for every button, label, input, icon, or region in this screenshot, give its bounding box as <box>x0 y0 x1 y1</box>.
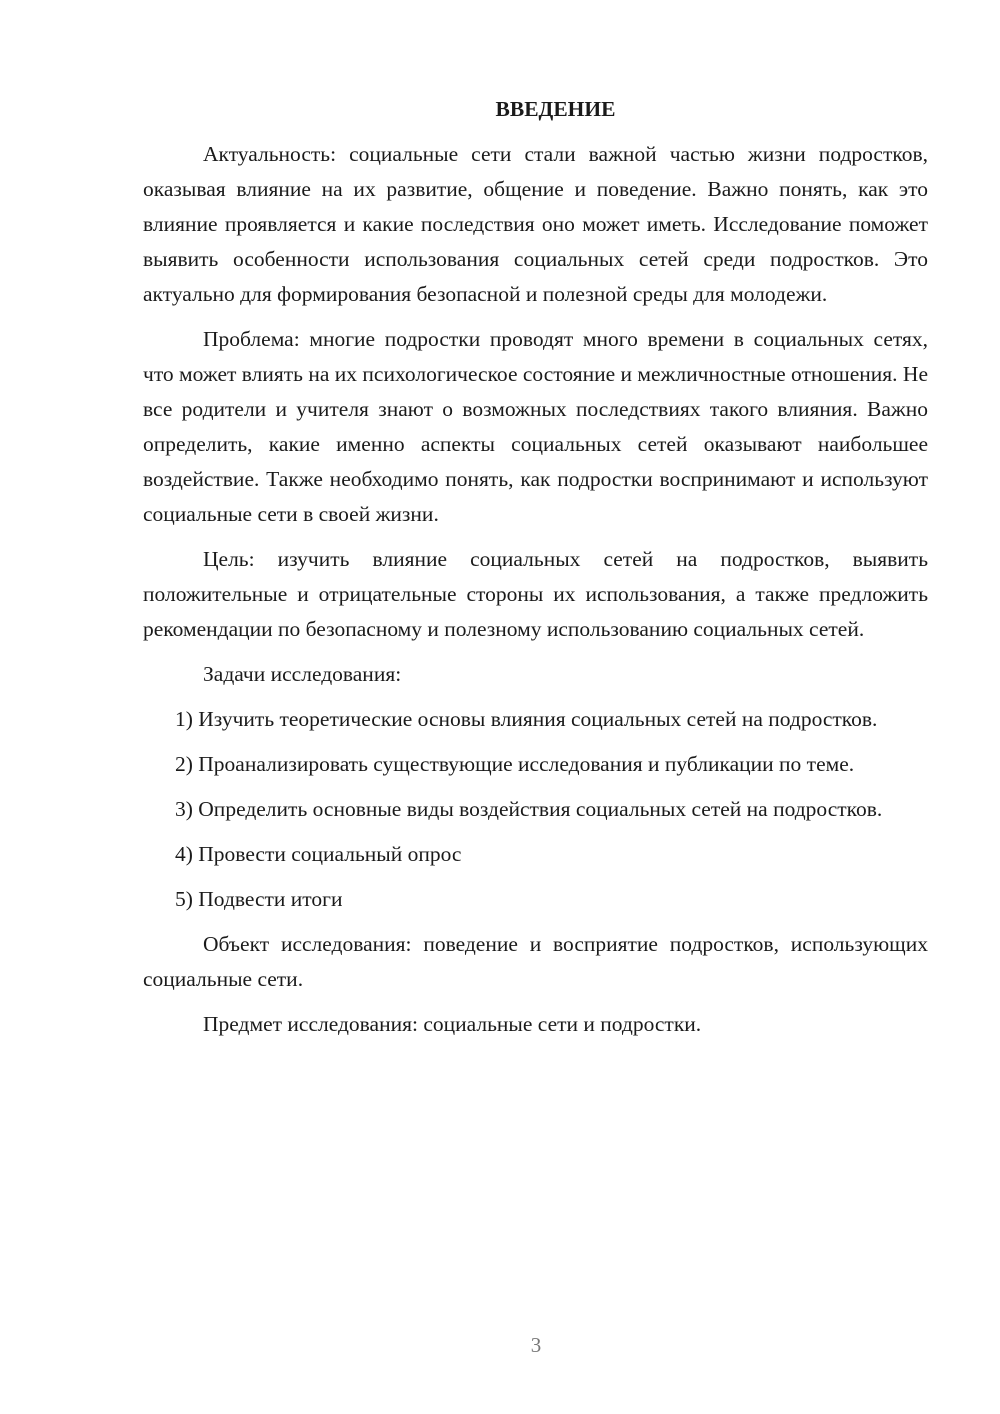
page-number: 3 <box>530 1333 542 1357</box>
list-item: 5) Подвести итоги <box>175 887 343 911</box>
tasks-list <box>143 702 928 917</box>
object-paragraph: Объект исследования: поведение и восприятие подростков, использующих социальные сети. <box>143 932 928 991</box>
list-item: 4) Провести социальный опрос <box>175 842 462 866</box>
list-item: 3) Определить основные виды воздействия социальных сетей на подростков. <box>175 797 883 821</box>
goal-paragraph: Цель: изучить влияние социальных сетей на подростков, выявить положительные и отрицательные стороны их использования, а также предложить рекомендации по безопасному и полезному использованию социальных сетей. <box>143 547 928 641</box>
list-item: 2) Проанализировать существующие исследования и публикации по теме. <box>175 752 855 776</box>
problem-paragraph: Проблема: многие подростки проводят много времени в социальных сетях, что может влиять на их психологическое состояние и межличностные отношения. Не все родители и учителя знают о возможных последствиях такого влияния. Важно определить, какие именно аспекты социальных сетей оказывают наибольшее воздействие. Также необходимо понять, как подростки воспринимают и используют социальные сети в своей жизни. <box>143 327 928 526</box>
relevance-paragraph: Актуальность: социальные сети стали важной частью жизни подростков, оказывая влияние на их развитие, общение и поведение. Важно понять, как это влияние проявляется и какие последствия оно может иметь. Исследование поможет выявить особенности использования социальных сетей среди подростков. Это актуально для формирования безопасной и полезной среды для молодежи. <box>143 142 928 306</box>
subject-paragraph: Предмет исследования: социальные сети и подростки. <box>203 1012 702 1036</box>
list-item: 1) Изучить теоретические основы влияния социальных сетей на подростков. <box>175 707 878 731</box>
page-content <box>143 92 928 1052</box>
page-title: ВВЕДЕНИЕ <box>495 97 616 121</box>
tasks-heading: Задачи исследования: <box>203 662 402 686</box>
